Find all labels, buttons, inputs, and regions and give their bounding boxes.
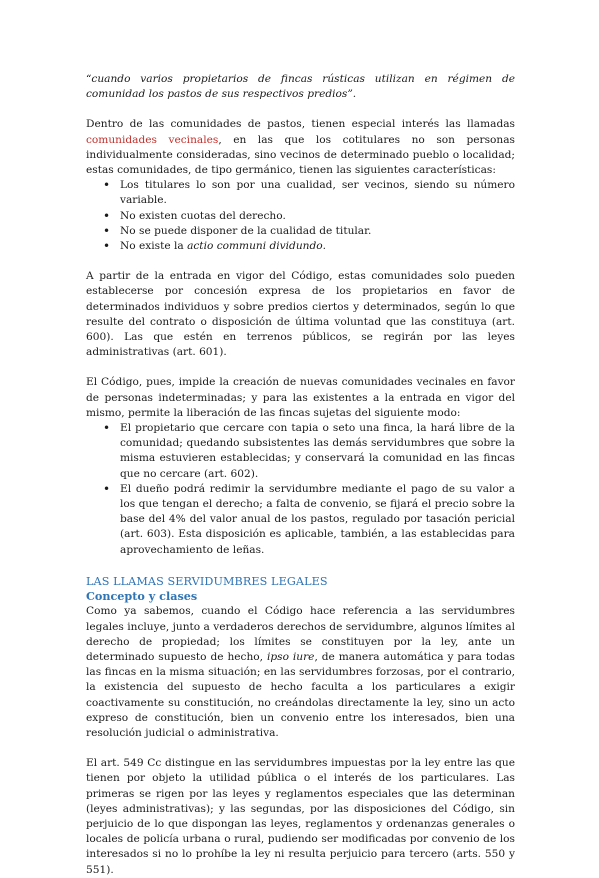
text-run: . bbox=[322, 240, 327, 253]
text-run: , en las que los cotitulares no son personas individualmente consideradas, sino vecinos de determinado pueblo o localidad; estas comunidades, de tipo germánico, tienen las siguientes características: bbox=[86, 133, 515, 177]
text-run: , de manera automática y para todas las fincas en la misma situación; en las servidumbres forzosas, por el contrario, la existencia del supuesto de hecho faculta a los particulares a exigir coactivamente su constitución, no creándolas directamente la ley, sino un acto expreso de constitución, bien un convenio entre los interesados, bien una resolución judicial o administrativa. bbox=[86, 650, 515, 739]
paragraph-concepto bbox=[86, 604, 515, 741]
list-item: • Los titulares lo son por una cualidad, ser vecinos, siendo su número variable. bbox=[120, 178, 515, 208]
paragraph-codigo: El Código, pues, impide la creación de nuevas comunidades vecinales en favor de personas indeterminadas; y para las existentes a la entrada en vigor del mismo, permite la liberación de las fincas sujetas del siguiente modo: bbox=[86, 376, 515, 419]
characteristics-list bbox=[86, 178, 515, 254]
list-item: • El dueño podrá redimir la servidumbre mediante el pago de su valor a los que tengan el derecho; a falta de convenio, se fijará el precio sobre la base del 4% del valor anual de los pastos, regulado por tasación pericial (art. 603). Esta disposición es aplicable, también, a las establecidas para aprovechamiento de leñas. bbox=[120, 482, 515, 558]
text-run: Como ya sabemos, cuando el Código hace referencia a las servidumbres legales incluye, junto a verdaderos derechos de servidumbre, algunos límites al derecho de propiedad; los límites se constituyen por la ley, ante un determinado supuesto de hecho, bbox=[86, 605, 515, 663]
paragraph-vigor: A partir de la entrada en vigor del Código, estas comunidades solo pueden establecerse por concesión expresa de los propietarios en favor de determinados individuos y sobre predios ciertos y determinados, según lo que resulte del contrato o disposición de última voluntad que las constituya (art. 600). Las que estén en terrenos públicos, se regirán por las leyes administrativas (art. 601). bbox=[86, 270, 515, 359]
italic-term: ipso iure bbox=[266, 650, 315, 663]
list-item: • El propietario que cercare con tapia o seto una finca, la hará libre de la comunidad; quedando subsistentes las demás servidumbres que sobre la misma estuvieren establecidas; y conservará la comunidad en las fincas que no cercare (art. 602). bbox=[120, 421, 515, 482]
highlighted-term: comunidades vecinales bbox=[86, 133, 219, 146]
list-item bbox=[120, 239, 515, 254]
section-heading: LAS LLAMAS SERVIDUMBRES LEGALES bbox=[86, 574, 328, 588]
text-run: No existe la bbox=[120, 240, 188, 253]
subsection-heading: Concepto y clases bbox=[86, 589, 198, 604]
paragraph-comunidades bbox=[86, 117, 515, 178]
italic-term: actio communi dividundo bbox=[187, 240, 323, 253]
paragraph-art549: El art. 549 Cc distingue en las servidumbres impuestas por la ley entre las que tienen por objeto la utilidad pública o el interés de los particulares. Las primeras se rigen por las leyes y reglamentos especiales que las determinan (leyes administrativas); y las segundas, por las disposiciones del Código, sin perjuicio de lo que dispongan las leyes, reglamentos y ordenanzas generales o locales de policía urbana o rural, pudiendo ser modificadas por convenio de los interesados si no lo prohíbe la ley ni resulta perjuicio para tercero (arts. 550 y 551). bbox=[86, 757, 515, 876]
liberation-list bbox=[86, 421, 515, 558]
list-item: • No existen cuotas del derecho. bbox=[120, 209, 515, 224]
quote-paragraph: “cuando varios propietarios de fincas rústicas utilizan en régimen de comunidad los pastos de sus respectivos predios”. bbox=[86, 73, 515, 101]
text-run: Dentro de las comunidades de pastos, tienen especial interés las llamadas bbox=[86, 118, 515, 131]
list-item: • No se puede disponer de la cualidad de titular. bbox=[120, 224, 515, 239]
